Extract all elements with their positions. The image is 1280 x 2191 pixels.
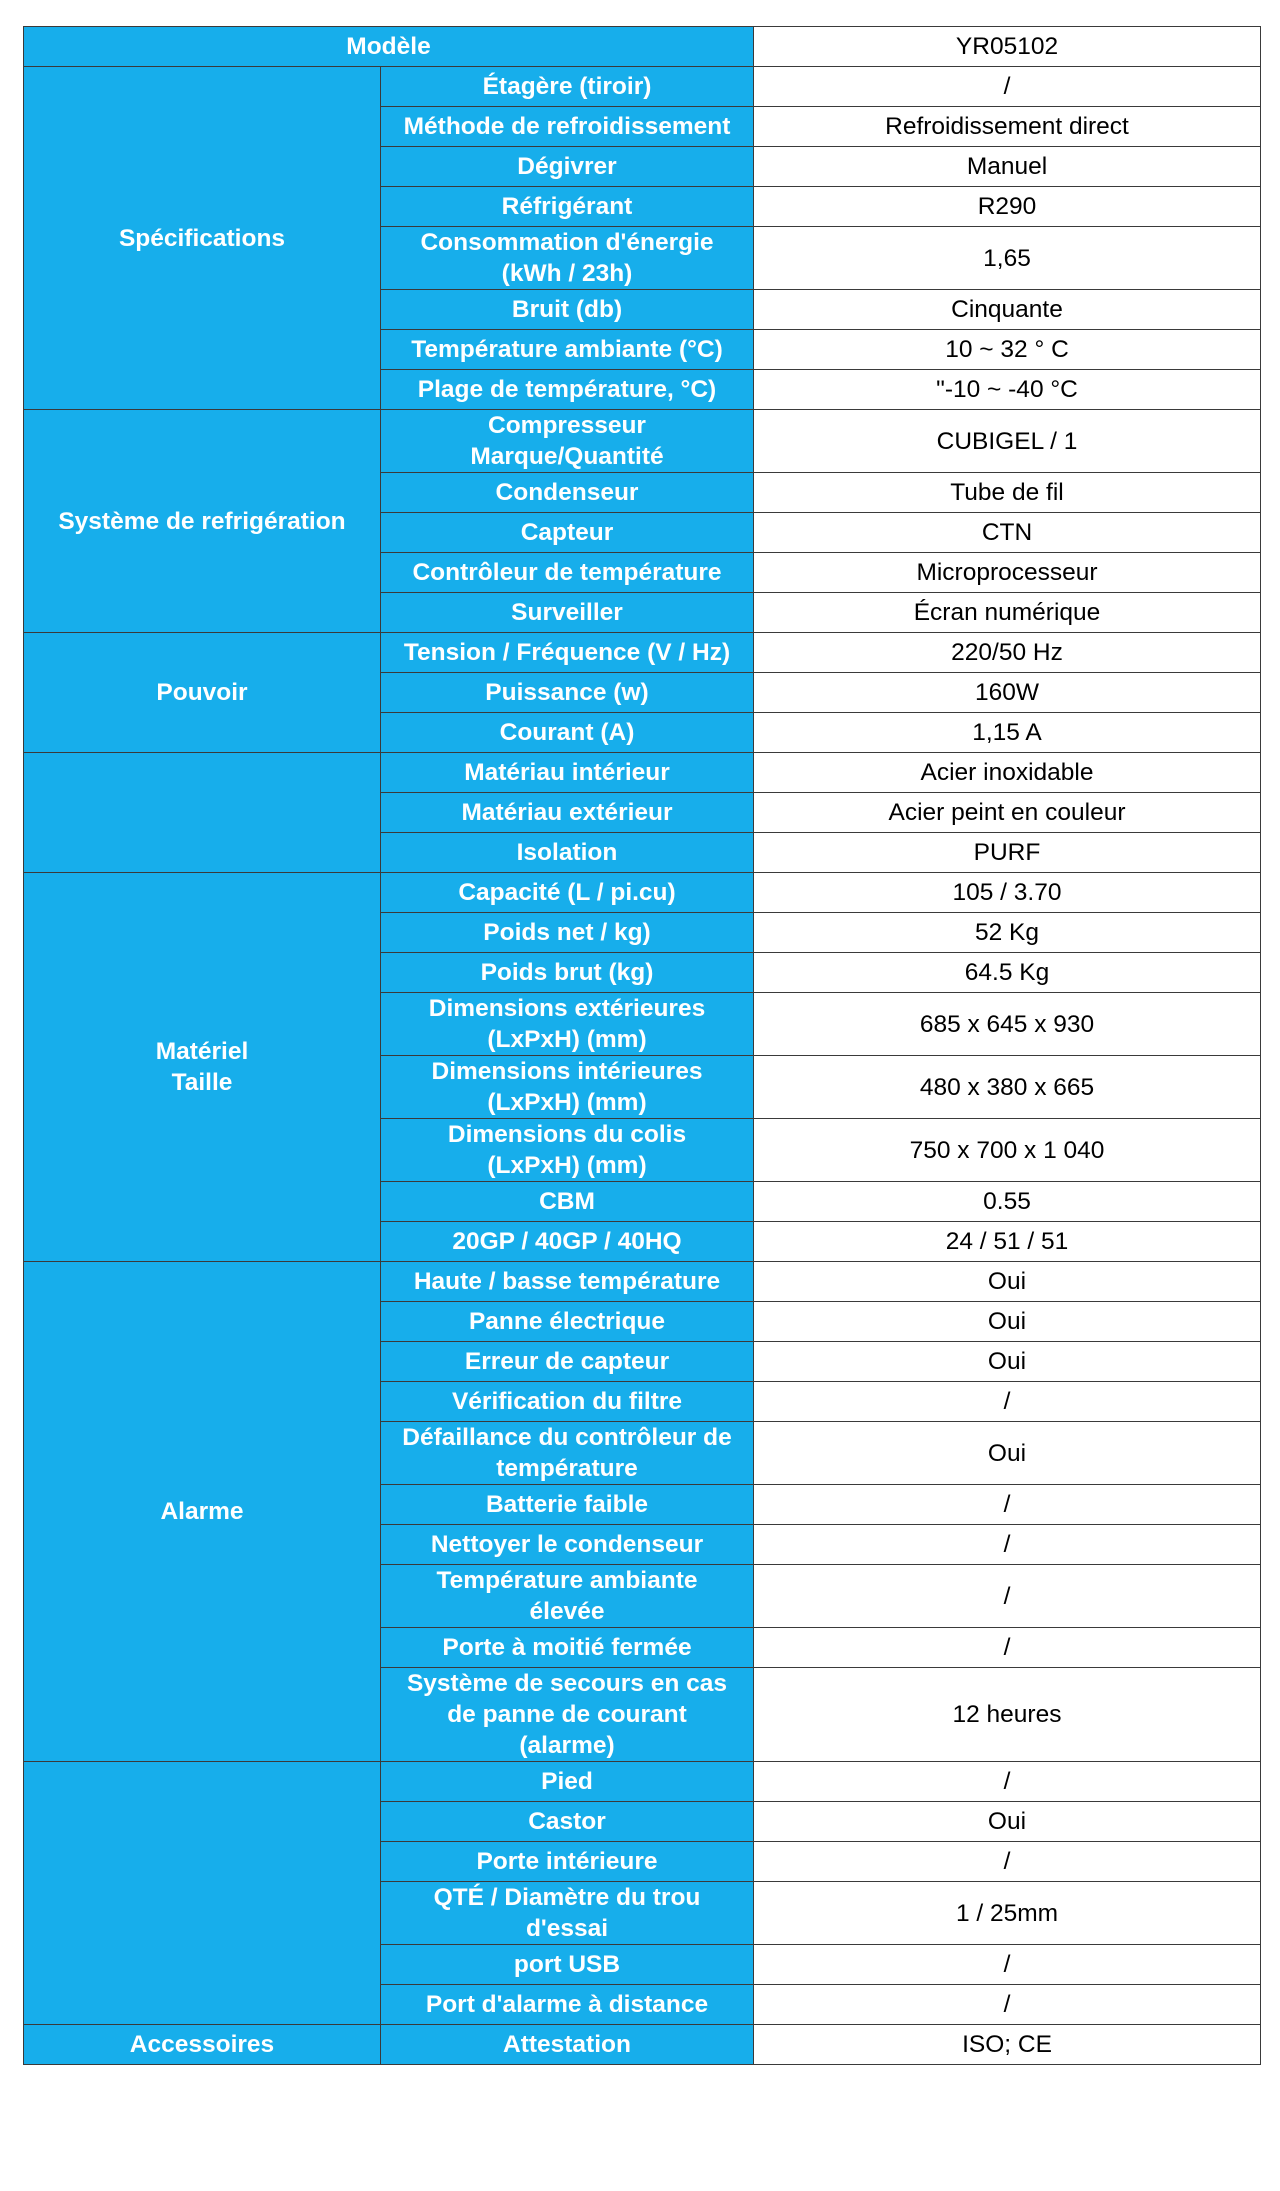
spec-label: Matériau extérieur [381, 793, 754, 833]
spec-value: 105 / 3.70 [754, 873, 1261, 913]
spec-label: Courant (A) [381, 713, 754, 753]
spec-label: Poids brut (kg) [381, 953, 754, 993]
spec-value: / [754, 1945, 1261, 1985]
spec-label: Contrôleur de température [381, 553, 754, 593]
spec-value: / [754, 1985, 1261, 2025]
spec-label: Dégivrer [381, 147, 754, 187]
model-value: YR05102 [754, 27, 1261, 67]
spec-value: Acier peint en couleur [754, 793, 1261, 833]
spec-value: / [754, 1565, 1261, 1628]
spec-row [24, 2025, 1261, 2065]
spec-value: Tube de fil [754, 473, 1261, 513]
spec-value: 1 / 25mm [754, 1882, 1261, 1945]
spec-label: Plage de température, °C) [381, 370, 754, 410]
spec-value: / [754, 1762, 1261, 1802]
spec-value: / [754, 67, 1261, 107]
spec-value: 160W [754, 673, 1261, 713]
spec-row [24, 633, 1261, 673]
spec-label: Porte à moitié fermée [381, 1628, 754, 1668]
spec-value: R290 [754, 187, 1261, 227]
spec-label: Réfrigérant [381, 187, 754, 227]
spec-value: "-10 ~ -40 °C [754, 370, 1261, 410]
spec-value: 64.5 Kg [754, 953, 1261, 993]
spec-label: QTÉ / Diamètre du trou d'essai [381, 1882, 754, 1945]
model-label: Modèle [24, 27, 754, 67]
spec-value: / [754, 1485, 1261, 1525]
spec-value: Écran numérique [754, 593, 1261, 633]
group-label: Pouvoir [24, 633, 381, 753]
spec-label: Poids net / kg) [381, 913, 754, 953]
group-label: Système de refrigération [24, 410, 381, 633]
spec-label: Condenseur [381, 473, 754, 513]
spec-label: Compresseur Marque/Quantité [381, 410, 754, 473]
spec-value: / [754, 1382, 1261, 1422]
spec-label: Dimensions extérieures (LxPxH) (mm) [381, 993, 754, 1056]
spec-value: 10 ~ 32 ° C [754, 330, 1261, 370]
spec-row [24, 873, 1261, 913]
group-label: Accessoires [24, 2025, 381, 2065]
spec-value: 1,15 A [754, 713, 1261, 753]
spec-value: ISO; CE [754, 2025, 1261, 2065]
spec-label: Haute / basse température [381, 1262, 754, 1302]
spec-value: Acier inoxidable [754, 753, 1261, 793]
spec-value: 0.55 [754, 1182, 1261, 1222]
spec-value: 24 / 51 / 51 [754, 1222, 1261, 1262]
spec-value: Refroidissement direct [754, 107, 1261, 147]
spec-label: Castor [381, 1802, 754, 1842]
spec-value: Oui [754, 1422, 1261, 1485]
spec-label: Nettoyer le condenseur [381, 1525, 754, 1565]
spec-value: / [754, 1842, 1261, 1882]
spec-value: CTN [754, 513, 1261, 553]
spec-row [24, 1262, 1261, 1302]
spec-label: Dimensions intérieures (LxPxH) (mm) [381, 1056, 754, 1119]
spec-value: Oui [754, 1302, 1261, 1342]
spec-table [23, 26, 1261, 2065]
spec-row [24, 1762, 1261, 1802]
spec-value: Manuel [754, 147, 1261, 187]
spec-value: Oui [754, 1342, 1261, 1382]
spec-value: PURF [754, 833, 1261, 873]
group-label: Matériel Taille [24, 873, 381, 1262]
spec-label: 20GP / 40GP / 40HQ [381, 1222, 754, 1262]
spec-table-body [24, 27, 1261, 2065]
spec-label: Tension / Fréquence (V / Hz) [381, 633, 754, 673]
spec-label: Isolation [381, 833, 754, 873]
spec-label: Défaillance du contrôleur de température [381, 1422, 754, 1485]
spec-label: Dimensions du colis (LxPxH) (mm) [381, 1119, 754, 1182]
group-label: Alarme [24, 1262, 381, 1762]
spec-label: Bruit (db) [381, 290, 754, 330]
spec-value: 480 x 380 x 665 [754, 1056, 1261, 1119]
spec-label: Température ambiante (°C) [381, 330, 754, 370]
group-label [24, 753, 381, 873]
spec-row [24, 67, 1261, 107]
spec-label: Système de secours en cas de panne de courant (alarme) [381, 1668, 754, 1762]
spec-label: Matériau intérieur [381, 753, 754, 793]
spec-value: 685 x 645 x 930 [754, 993, 1261, 1056]
spec-value: 750 x 700 x 1 040 [754, 1119, 1261, 1182]
spec-value: 1,65 [754, 227, 1261, 290]
spec-label: Étagère (tiroir) [381, 67, 754, 107]
spec-value: 52 Kg [754, 913, 1261, 953]
spec-label: Batterie faible [381, 1485, 754, 1525]
spec-label: port USB [381, 1945, 754, 1985]
spec-row [24, 753, 1261, 793]
spec-label: Pied [381, 1762, 754, 1802]
spec-value: / [754, 1628, 1261, 1668]
spec-value: 12 heures [754, 1668, 1261, 1762]
spec-label: Température ambiante élevée [381, 1565, 754, 1628]
spec-value: Oui [754, 1802, 1261, 1842]
group-label [24, 1762, 381, 2025]
spec-label: Capacité (L / pi.cu) [381, 873, 754, 913]
spec-value: Microprocesseur [754, 553, 1261, 593]
spec-label: Panne électrique [381, 1302, 754, 1342]
spec-value: CUBIGEL / 1 [754, 410, 1261, 473]
spec-label: Port d'alarme à distance [381, 1985, 754, 2025]
spec-label: Puissance (w) [381, 673, 754, 713]
spec-value: Oui [754, 1262, 1261, 1302]
spec-label: CBM [381, 1182, 754, 1222]
spec-label: Surveiller [381, 593, 754, 633]
spec-label: Consommation d'énergie (kWh / 23h) [381, 227, 754, 290]
spec-value: / [754, 1525, 1261, 1565]
group-label: Spécifications [24, 67, 381, 410]
spec-label: Attestation [381, 2025, 754, 2065]
spec-value: 220/50 Hz [754, 633, 1261, 673]
spec-label: Méthode de refroidissement [381, 107, 754, 147]
spec-value: Cinquante [754, 290, 1261, 330]
spec-label: Capteur [381, 513, 754, 553]
spec-label: Vérification du filtre [381, 1382, 754, 1422]
spec-row [24, 410, 1261, 473]
model-row [24, 27, 1261, 67]
spec-label: Erreur de capteur [381, 1342, 754, 1382]
spec-label: Porte intérieure [381, 1842, 754, 1882]
